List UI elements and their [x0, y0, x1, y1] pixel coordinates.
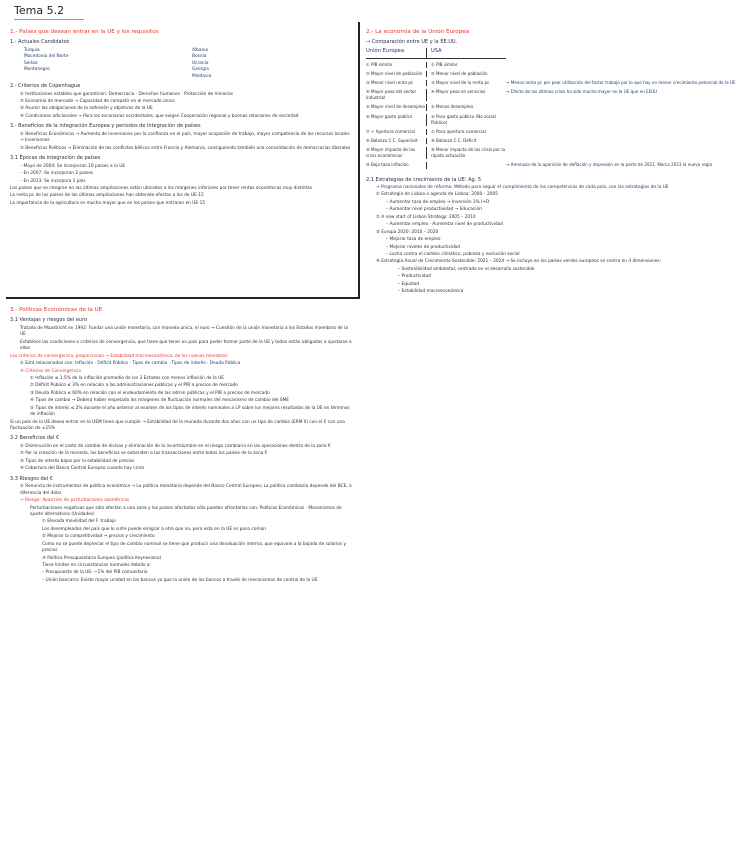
table-cell-usa: ⑤ Menos desempleo: [426, 104, 506, 110]
note-line: ④ Condiciones adicionales → Para los escenarios occidentales, que exigen Cooperación regional y buenas relaciones de vecindad: [20, 113, 299, 119]
list-item: Serbia: [24, 60, 38, 66]
table-cell-ue: ① PIB similar: [366, 61, 393, 67]
variables-row: ① Está relacionados con: Inflación · Déficit Público · Tipos de cambio · Tipos de interés · Deuda Pública: [20, 361, 241, 367]
note-line: Establece las condiciones o criterios de convergencia, que tiene que tener un país para poder formar parte de la UE y todos están obligados a ajustarse a ellos: [20, 339, 352, 352]
note-line: – Unión bancaria: Existe mayor unidad en los bancos ya que la unión de los bancos a través de mecanismos de control de la UE: [42, 577, 318, 583]
note-line: ③ Deuda Pública ≤ 60% en relación con el endeudamiento de las admin públicas y el PIB a precios de mercado: [30, 390, 270, 396]
note-line: ② A new start of Lisbon Strategy: 2005 – 2010: [376, 214, 476, 220]
variable-item: Tipos de interés: [171, 361, 206, 367]
list-item: Moldavia: [192, 73, 212, 79]
table-cell-ue: ③ Menor nivel renta pc: [366, 79, 414, 85]
table-cell-usa: ⑦ Poca apertura comercial: [426, 129, 506, 135]
table-cell-usa: ④ Mayor peso en servicios: [426, 89, 506, 101]
table-cell-note: [506, 71, 746, 77]
subsection-heading: 2.1 Estrategias de crecimiento de la UE: Ag. 5: [366, 176, 482, 183]
list-item: Bosnia: [192, 54, 207, 60]
note-line: Perturbaciones negativas que sólo afectan a una zona y los países afectados sólo pueden afrontarlas con: Políticas Económicas · Mecanismos de ajuste alternativos (Unidades): [30, 505, 342, 517]
note-line: ④ Tipos de cambio → Deberá haber respetado los márgenes de fluctuación normales del mecanismo de cambio del SME: [30, 398, 290, 404]
table-cell-usa: ⑥ Poco gasto público (No social Público): [426, 114, 506, 126]
variable-item: Déficit Público: [97, 361, 129, 367]
note-line: – Estabilidad macroeconómica: [398, 289, 464, 295]
note-line: – Mayo de 2004: Se incorporan 10 países a la UE: [20, 163, 126, 169]
note-line: ④ Cobertura del Banco Central Europeo cuando hay crisis: [20, 466, 145, 472]
note-line: ② Mejorar la competitividad → precios y crecimiento: [42, 534, 155, 540]
table-cell-note: [506, 138, 746, 144]
table-cell-note: [506, 62, 746, 68]
table-cell-usa: ⑨ Menor impacto de las crisis por la rápida actuación: [426, 147, 506, 159]
subsection-heading: → Comparación entre UE y la EE.UU.: [366, 39, 458, 46]
table-header-ue: Unión Europea: [366, 48, 426, 59]
note-line: – Aumentar empleo · Aumentar nivel de productividad: [386, 222, 503, 228]
left-column-bottom: [10, 302, 354, 585]
table-cell-ue: ④ Mayor peso del sector industrial: [366, 89, 417, 101]
note-line: – Aumentar tasa de empleo → Inversión 3% I+D: [386, 199, 490, 205]
note-line: – Mejorar tasa de empleo: [386, 237, 441, 243]
note-line: Si un país de la UE desea entrar en la UEM tiene que cumplir → Estabilidad de la moneda durante dos años con un tipo de cambio (ERM II) con el € con una fluctuación de ±15%: [10, 419, 345, 432]
candidates-list: [10, 48, 354, 80]
note-line: ③ Asumir las obligaciones de la adhesión y objetivos de la UE: [20, 106, 153, 112]
note-line: → Programa nacionales de reforma: Método para seguir el cumplimiento de las competencias de cada país, con las estrategias de la UE: [376, 185, 669, 191]
table-cell-usa: ① PIB similar: [426, 62, 506, 68]
table-cell-usa: ③ Mayor nivel de la renta pc: [426, 80, 506, 86]
left-column-top: [10, 24, 354, 208]
table-cell-note: [506, 147, 746, 159]
subsection-heading: 3.1 Ventajas y riesgos del euro: [10, 317, 88, 324]
section-heading: 1.- Países que desean entrar en la UE y los requisitos: [10, 29, 159, 35]
table-cell-ue: ⑧ Balanza C.C. Superávit: [366, 137, 418, 143]
subsection-heading: ④ Criterios de Convergencia: [20, 368, 81, 374]
note-line: ⑤ Tipos de interés ≤ 2% durante el año anterior al examen de los tipos de interés nominales a LP sobre los mejores resultados de la UE en términos de inflación: [30, 405, 350, 418]
note-line: – Equidad: [398, 281, 419, 287]
table-cell-note: [506, 129, 746, 135]
table-cell-ue: ⑨ Mayor impacto de las crisis económicas: [366, 147, 416, 159]
note-line: ④ Estrategia Anual de Crecimiento Sostenible: 2021 – 2024 → Se incluye en los países verdes europeos se centra en 4 dimensiones:: [376, 259, 662, 265]
note-line: – Productividad: [398, 274, 431, 280]
note-line: ① Instituciones estables que garanticen: Democracia · Derechos humanos · Protección de minorías: [20, 91, 234, 97]
table-cell-note: → Menos renta pc por peor utilización del factor trabajo por lo que hay un menor crecimiento potencial de la UE: [506, 79, 736, 85]
subsection-heading: 1.- Actuales Candidatos: [10, 39, 70, 46]
subsection-heading: 3.1 Épocas de integración de países: [10, 155, 101, 162]
table-cell-ue: ⑦ + Apertura comercial: [366, 128, 415, 134]
table-cell-ue: ⑩ Baja tasa inflación: [366, 162, 409, 168]
note-line: La importancia de la agricultura es mucho mayor que en los países que entraron en UE-15: [10, 200, 206, 206]
table-cell-ue: ⑤ Mayor nivel de desempleo: [366, 104, 425, 110]
note-line: – En 2013: Se incorpora 1 país: [20, 178, 86, 184]
title-underline: [14, 19, 84, 20]
table-header-usa: USA: [426, 48, 506, 59]
column-divider: [358, 22, 360, 298]
variables-label: ① Está relacionados con:: [20, 361, 74, 367]
note-line: ① Disminución en el coste de cambio de divisas y eliminación de la incertidumbre en el riesgo cambiario en las operaciones dentro de la zona €: [20, 443, 331, 449]
list-item: Turquía: [24, 47, 40, 53]
list-item: Georgia: [192, 67, 209, 73]
table-cell-ue: ⑥ Mayor gasto público: [366, 113, 413, 119]
subsection-heading: 3.2 Beneficios del €: [10, 435, 60, 442]
note-line: ③ Política Presupuestaria Europea (política Keynesiana): [42, 555, 162, 561]
page-title: Tema 5.2: [14, 4, 65, 17]
subsection-heading: 2.- Criterios de Copenhague: [10, 83, 81, 90]
note-line: ① Beneficios Económicos → Aumento de inversiones por la confianza en el país, mayor ocupación de trabajo, mayor competencia de los recursos locales → Inversiones: [20, 131, 350, 144]
section-divider: [6, 297, 360, 299]
note-line: Tratado de Maastricht en 1992: Fundar una unión monetaria, con moneda única, el euro → Cuestión de la unión monetaria a los Estados miembros de la UE: [20, 325, 349, 338]
note-line: ① Renuncia de instrumentos de política económica → La política monetaria depende del Banco Central Europeo; La política cambiaria depende del BCE, a diferencia del dólar: [20, 484, 352, 496]
variable-item: Inflación: [75, 361, 94, 367]
variable-item: Deuda Pública: [209, 361, 241, 367]
note-line: – Mejorar niveles de productividad: [386, 244, 461, 250]
table-cell-note: → Amenaza de la aparición de deflación y depresión en la parte de 2021. Marca 2023 la nueva regla: [506, 162, 712, 168]
section-heading: 2.- La economía de la Unión Europea: [366, 29, 470, 35]
note-line: ③ Europa 2020: 2010 – 2020: [376, 229, 439, 235]
note-line: – Aumentar nivel productividad → Educación: [386, 207, 482, 213]
note-line: ③ Tipos de interés bajos por la estabilidad de precios: [20, 458, 135, 464]
section-heading: 3.- Políticas Económicas de la UE: [10, 307, 103, 313]
list-item: Albania: [192, 47, 209, 53]
table-cell-usa: ⑧ Balanza C.C. Déficit: [426, 138, 506, 144]
note-line: ② Por la creación de la moneda, los beneficios se extienden a las transacciones entre todos los países de la zona €: [20, 451, 268, 457]
comparison-table: [366, 48, 746, 169]
note-line: ② Economía de mercado → Capacidad de competir en el mercado único: [20, 99, 175, 105]
note-line: ① Inflación ≤ 1.5% de la inflación promedio de los 3 Estados con menos inflación de la UE: [30, 375, 224, 381]
note-line: Los criterios de convergencia, proporcionan → Estabilidad macroeconómica, de los nuevos miembros: [10, 353, 228, 359]
table-header-spacer: [506, 48, 746, 59]
note-line: Los países que se integran en las últimas ampliaciones están ubicados a los márgenes inferiores por tener rentas económicas muy distintas: [10, 185, 313, 191]
subsection-heading: 3.3 Riesgos del €: [10, 475, 53, 482]
note-line: ② Déficit Público ≤ 3% en relación a las administraciones públicas y el PIB a precios de mercado: [30, 383, 238, 389]
variable-item: Tipos de cambio: [132, 361, 168, 367]
note-line: – Lucha contra el cambio climático, pobreza y exclusión social: [386, 251, 520, 257]
note-line: → Riesgo: Aparición de perturbaciones asimétricas: [20, 498, 130, 504]
list-item: Montenegro: [24, 67, 50, 73]
note-line: – Sostenibilidad ambiental; centrado en el desarrollo sostenible: [398, 266, 535, 272]
subsection-heading: 3.- Beneficios de la integración Europea y periodos de integración de países: [10, 123, 201, 130]
list-item: Ucrania: [192, 60, 209, 66]
table-cell-usa: ② Menor nivel de población: [426, 71, 506, 77]
note-line: ① Elevada movilidad del F. trabajo: [42, 519, 116, 525]
note-line: – Presupuesto de la UE: ~1% del PIB comunitario: [42, 570, 148, 576]
note-line: Los desempleados del país que lo sufre puede emigrar a otro que no, pero esto en la UE es poco común: [42, 526, 267, 532]
note-line: ① Estrategia de Lisboa o agenda de Lisboa: 2000 – 2005: [376, 192, 498, 198]
note-line: Como no se puede depreciar el tipo de cambio nominal se tiene que producir una devaluación interna, que equivale a la bajada de salarios y precios: [42, 541, 347, 554]
note-line: – En 2007: Se incorporan 2 países: [20, 171, 94, 177]
table-cell-note: [506, 114, 746, 126]
table-cell-note: → Efecto de las últimas crisis ha sido mucho mayor en la UE que en EEUU: [506, 89, 658, 95]
table-cell-note: [506, 104, 746, 110]
table-cell-usa: [426, 162, 506, 168]
table-cell-ue: ② Mayor nivel de población: [366, 70, 423, 76]
list-item: Macedonia del Norte: [24, 54, 69, 60]
note-line: ② Beneficios Políticos → Eliminación de los conflictos bélicos entre Francia y Alemania, consiguiendo también una consolidación de democracias liberales: [20, 145, 351, 151]
note-line: La renta pc de los países de las últimas ampliaciones han obtenido efectos a los de UE-15: [10, 193, 204, 199]
note-line: Tiene límites en circunstancias normales debido a:: [42, 563, 152, 569]
right-column: [366, 24, 746, 297]
